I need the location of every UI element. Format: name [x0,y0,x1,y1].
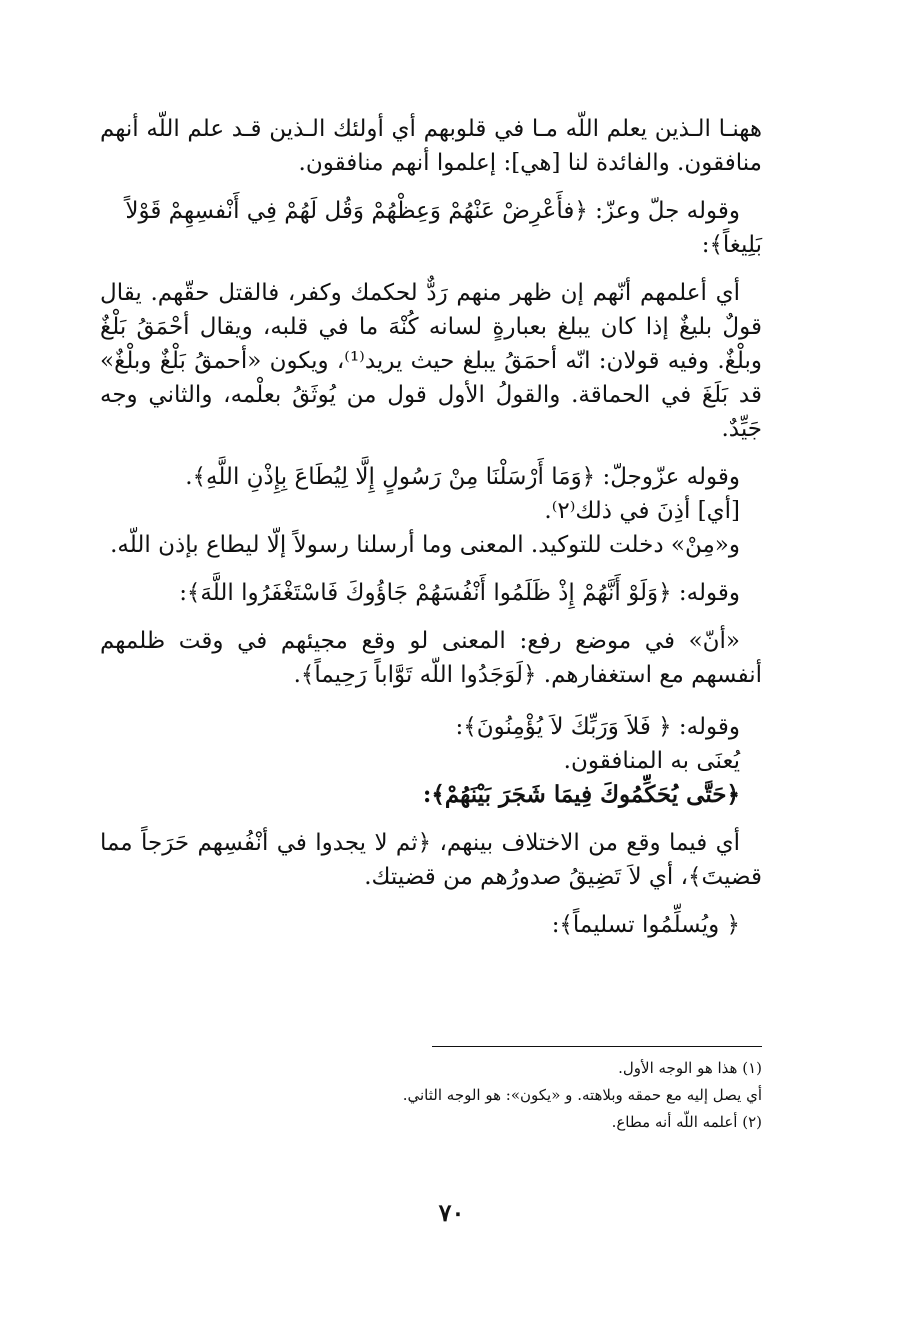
footnote-1: (١) هذا هو الوجه الأول. [618,1059,762,1077]
page-content [100,112,762,942]
paragraph-9: وقوله: ﴿ فَلاَ وَرَبِّكَ لاَ يُؤْمِنُونَ﴾: [455,714,740,740]
main-text [100,112,762,942]
paragraph-1: ههنـا الـذين يعلم اللّه مـا في قلوبهم أي أولئك الـذين قـد علم اللّه أنهم منافقون. والفائدة لنا [هي]: إعلموا أنهم منافقون. [100,116,762,176]
paragraph-10: يُعنَى به المنافقون. [563,748,740,774]
footnote-2: (٢) أعلمه اللّه أنه مطاع. [611,1113,762,1131]
footnotes [402,1046,762,1136]
paragraph-13: ﴿ ويُسلِّمُوا تسليماً﴾: [551,912,740,938]
page-number: ٧٠ [438,1198,465,1227]
paragraph-6: و«مِنْ» دخلت للتوكيد. المعنى وما أرسلنا رسولاً إلّا ليطاع بإذن اللّه. [110,532,740,558]
paragraph-2: وقوله جلّ وعزّ: ﴿فأَعْرِضْ عَنْهُمْ وَعِظْهُمْ وَقُل لَهُمْ فِي أَنْفسِهِمْ قَوْلاً بَلِيغاً﴾: [125,198,762,258]
footnote-1-continued: أي يصل إليه مع حمقه وبلاهته. و «يكون»: هو الوجه الثاني. [402,1086,762,1104]
paragraph-8: «أنّ» في موضع رفع: المعنى لو وقع مجيئهم في وقت ظلمهم أنفسهم مع استغفارهم. ﴿لَوَجَدُوا اللّه تَوَّاباً رَحِيماً﴾. [100,628,762,688]
paragraph-12: أي فيما وقع من الاختلاف بينهم، ﴿ثم لا يجدوا في أنْفُسِهم حَرَجاً مما قضيتَ﴾، أي لاَ تَضِيقُ صدورُهم من قضيتك. [100,830,762,890]
footnote-divider [432,1046,762,1047]
paragraph-11: ﴿حَتَّى يُحَكِّمُوكَ فِيمَا شَجَرَ بَيْنَهُمْ﴾: [422,781,740,808]
paragraph-4: وقوله عزّوجلّ: ﴿وَمَا أَرْسَلْنَا مِنْ رَسُولٍ إِلَّا لِيُطَاعَ بِإِذْنِ اللَّهِ﴾. [185,464,740,490]
paragraph-5: [أي] أذِنَ في ذلك⁽٢⁾. [544,498,740,524]
paragraph-3: أي أعلمهم أنّهم إن ظهر منهم رَدٌّ لحكمك وكفر، فالقتل حقّهم. يقال قولٌ بليغٌ إذا كان يبلغ بعبارةٍ لسانه كُنْهَ ما في قلبه، ويقال أحْمَقُ بَلْغٌ وبلْغٌ. وفيه قولان: انّه أحمَقُ يبلغ حيث يريد⁽¹⁾، ويكون «أحمقُ بَلْغٌ وبلْغٌ» قد بَلَغَ في الحماقة. والقولُ الأول قول من يُوثَقُ بعلْمه، والثاني وجه جَيِّدٌ. [100,280,762,442]
paragraph-7: وقوله: ﴿وَلَوْ أَنَّهُمْ إِذْ ظَلَمُوا أَنْفُسَهُمْ جَاؤُوكَ فَاسْتَغْفَرُوا اللَّهَ﴾: [179,580,740,606]
